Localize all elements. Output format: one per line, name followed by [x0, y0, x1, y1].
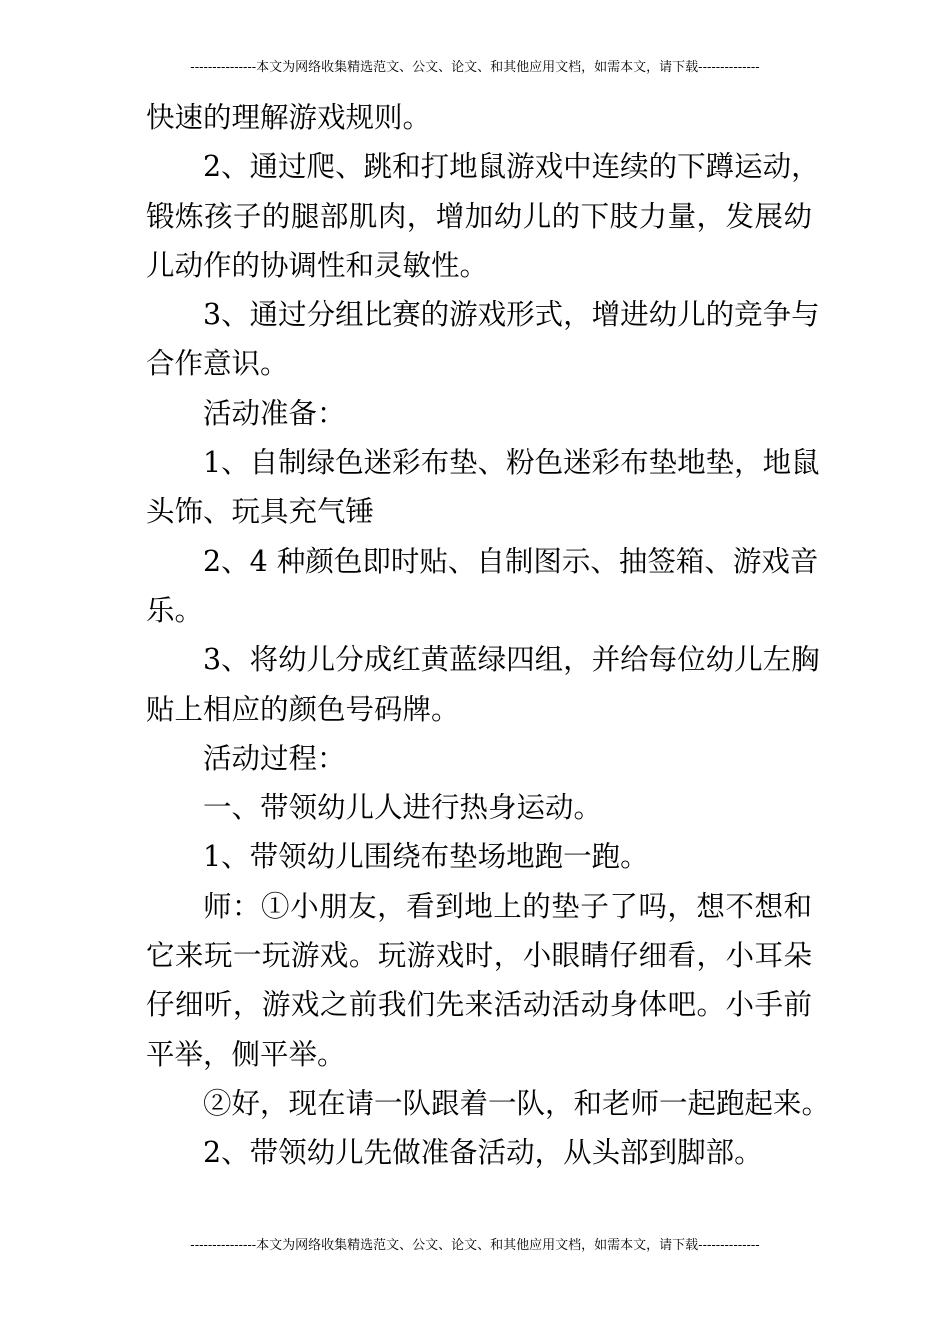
document-body	[146, 93, 831, 1178]
text-line: 活动准备：	[203, 396, 346, 430]
text-line: 1、带领幼儿围绕布垫场地跑一跑。	[203, 840, 649, 874]
text-line: 平举，侧平举。	[146, 1037, 346, 1071]
text-line: 活动过程：	[203, 741, 346, 775]
text-line: 1、自制绿色迷彩布垫、粉色迷彩布垫地垫，地鼠	[203, 446, 820, 480]
text-line: 3、将幼儿分成红黄蓝绿四组，并给每位幼儿左胸	[203, 643, 820, 677]
header-banner: ---------------本文为网络收集精选范文、公文、论文、和其他应用文档，如需本文，请下载--------------	[190, 60, 760, 75]
footer-banner: ---------------本文为网络收集精选范文、公文、论文、和其他应用文档，如需本文，请下载--------------	[190, 1238, 760, 1253]
text-line: 贴上相应的颜色号码牌。	[146, 692, 460, 726]
text-line: 3、通过分组比赛的游戏形式，增进幼儿的竞争与	[203, 298, 820, 332]
text-line: 2、4 种颜色即时贴、自制图示、抽签箱、游戏音	[203, 544, 819, 578]
text-line: 仔细听，游戏之前我们先来活动活动身体吧。小手前	[146, 988, 812, 1022]
text-line: 一、带领幼儿人进行热身运动。	[203, 791, 603, 825]
text-line: 它来玩一玩游戏。玩游戏时，小眼睛仔细看，小耳朵	[146, 939, 812, 973]
text-line: 师：①小朋友，看到地上的垫子了吗，想不想和	[203, 889, 812, 923]
text-line: 头饰、玩具充气锤	[146, 495, 375, 529]
text-line: 合作意识。	[146, 347, 289, 381]
text-line: 快速的理解游戏规则。	[146, 101, 432, 134]
text-line: ②好，现在请一队跟着一队，和老师一起跑起来。	[203, 1086, 831, 1120]
text-line: 乐。	[146, 593, 204, 627]
text-line: 2、通过爬、跳和打地鼠游戏中连续的下蹲运动，	[203, 150, 820, 184]
text-line: 锻炼孩子的腿部肌肉，增加幼儿的下肢力量，发展幼	[146, 199, 812, 233]
text-line: 儿动作的协调性和灵敏性。	[146, 248, 489, 282]
text-line: 2、带领幼儿先做准备活动，从头部到脚部。	[203, 1136, 763, 1170]
